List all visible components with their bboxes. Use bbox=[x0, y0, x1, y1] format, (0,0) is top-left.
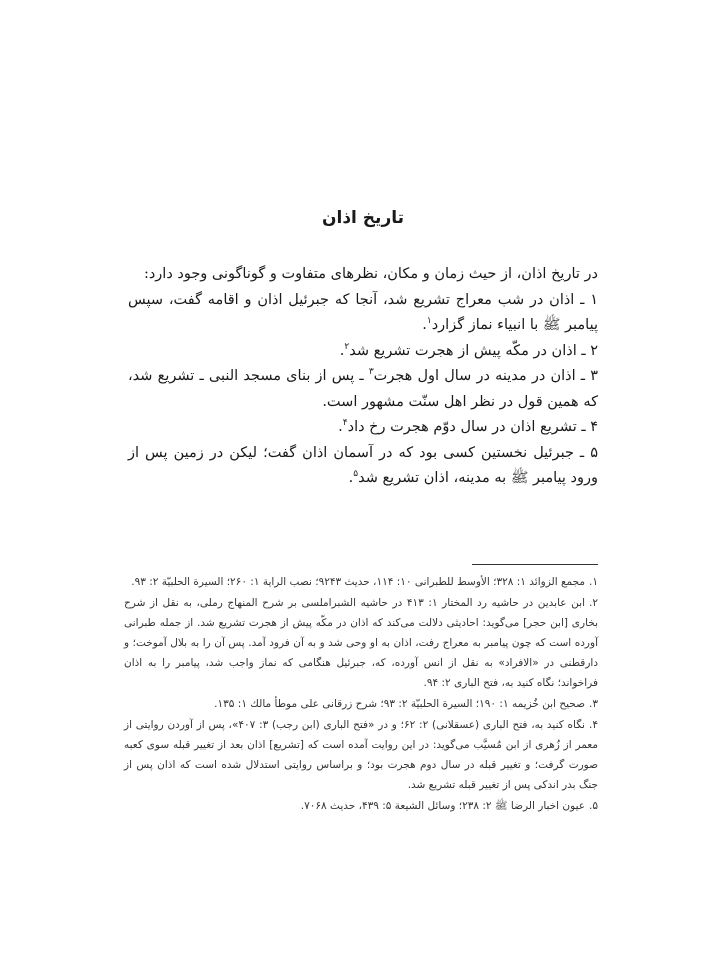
paragraph-1-text: ۱ ـ اذان در شب معراج تشریع شد، آنجا که جبرئیل اذان و اقامه گفت، سپس پیامبر ﷺ با انبیاء نماز گزارد bbox=[128, 291, 598, 333]
footnote-number: ۳. bbox=[589, 698, 598, 710]
main-text bbox=[128, 262, 598, 492]
footnote-number: ۱. bbox=[589, 576, 598, 588]
paragraph-3 bbox=[128, 364, 598, 415]
paragraph-4: ۴ ـ تشریع اذان در سال دوّم هجرت رخ داد$^۴$. bbox=[338, 418, 598, 435]
footnote-text: ابن عابدین در حاشیه رد المختار ۱: ۴۱۳ در حاشیه الشبراملسی بر شرح المنهاج رملی، به نقل از شرح بخاری [ابن حجر] می‌گوید: احادیثی دلالت می‌کند که اذان در مکّه پیش از هجرت تشریع شد. از جمله طبرانی آورده است که چون پیامبر به معراج رفت، اذان به او وحی شد و به آن فرود آمد. پس آن را به بلال آموخت؛ و دارقطنی در «الافراد» به نقل از انس آورده، که، جبرئیل هنگامی که نماز واجب شد، پیامبر را به اذان فراخواند؛ نگاه کنید به، فتح الباری ۲: ۹۴. bbox=[124, 597, 598, 689]
paragraph-2: ۲ ـ اذان در مکّه پیش از هجرت تشریع شد$^۲$. bbox=[339, 341, 598, 359]
footnote-number: ۴. bbox=[588, 719, 598, 731]
footnote-5 bbox=[124, 796, 598, 816]
footnote-ref-1[interactable]: ۱ bbox=[426, 316, 432, 327]
footnote-ref-5[interactable]: ۵ bbox=[353, 469, 359, 480]
paragraph-5: ۵ ـ جبرئیل نخستین کسی بود که در آسمان اذان گفت؛ لیکن در زمین پس از ورود پیامبر ﷺ به مدینه، اذان تشریع شد$^۵$. bbox=[128, 444, 598, 486]
footnote-text: صحیح ابن خُزیمه ۱: ۱۹۰؛ السیرة الحلبیّة ۲: ۹۳؛ شرح زرقانی علی موطأ مالك ۱: ۱۳۵. bbox=[214, 698, 586, 710]
paragraph-1: ۱ ـ اذان در شب معراج تشریع شد، آنجا که جبرئیل اذان و اقامه گفت، سپس پیامبر ﷺ با انبیاء نماز گزارد$^۱$. bbox=[128, 291, 598, 333]
page-title: تاریخ اذان bbox=[322, 208, 404, 228]
footnote-number: ۲. bbox=[589, 597, 598, 609]
footnote-1 bbox=[124, 572, 598, 592]
footnote-divider bbox=[472, 564, 598, 565]
footnote-2 bbox=[124, 593, 598, 693]
footnote-4 bbox=[124, 715, 598, 795]
paragraph-intro: در تاریخ اذان، از حیث زمان و مکان، نظرهای متفاوت و گوناگونی وجود دارد: bbox=[143, 266, 598, 282]
paragraph-5-text: ۵ ـ جبرئیل نخستین کسی بود که در آسمان اذان گفت؛ لیکن در زمین پس از ورود پیامبر ﷺ به مدینه، اذان تشریع شد bbox=[128, 444, 598, 486]
paragraph-3-text-a: ۳ ـ اذان در مدینه در سال اول هجرت bbox=[373, 368, 598, 384]
footnote-ref-3[interactable]: ۳ bbox=[368, 367, 374, 378]
footnote-3 bbox=[124, 694, 598, 714]
paragraph-3-text-b: ـ پس از بنای مسجد النبی ـ تشریع شد، که همین قول در نظر اهل سنّت مشهور است. bbox=[128, 368, 598, 410]
footnote-text: عیون اخبار الرضا ﷺ ۲: ۲۳۸؛ وسائل الشیعة ۵: ۴۳۹، حدیث ۷۰۶۸. bbox=[300, 800, 586, 812]
paragraph-4-text: ۴ ـ تشریع اذان در سال دوّم هجرت رخ داد bbox=[347, 419, 598, 435]
footnotes bbox=[124, 572, 598, 817]
footnote-text: مجمع الزوائد ۱: ۳۲۸؛ الأوسط للطبرانی ۱۰: ۱۱۴، حدیث ۹۲۴۳؛ نصب الرایة ۱: ۲۶۰؛ السیرة الحلبیّة ۲: ۹۳. bbox=[131, 576, 586, 588]
footnote-text: نگاه کنید به، فتح الباری (عسقلانی) ۲: ۶۲؛ و در «فتح الباری (ابن رجب) ۳: ۴۰۷»، پس از آوردن روایتی از معمر از زُهری از ابن مُسیَّب می‌گوید: در این روایت آمده است که [تشریع] اذان بعد از تغییر قبله سوی کعبه صورت گرفت؛ و تغییر قبله در سال دوم هجرت بود؛ و براساس روایتی استدلال شده است که اذان پس از جنگ بدر اندکی پس از تغییر قبله تشریع شد. bbox=[124, 719, 598, 791]
paragraph-2-text: ۲ ـ اذان در مکّه پیش از هجرت تشریع شد bbox=[349, 342, 598, 359]
footnote-ref-2[interactable]: ۲ bbox=[344, 341, 350, 352]
footnote-number: ۵. bbox=[589, 800, 598, 812]
footnote-ref-4[interactable]: ۴ bbox=[342, 418, 348, 429]
